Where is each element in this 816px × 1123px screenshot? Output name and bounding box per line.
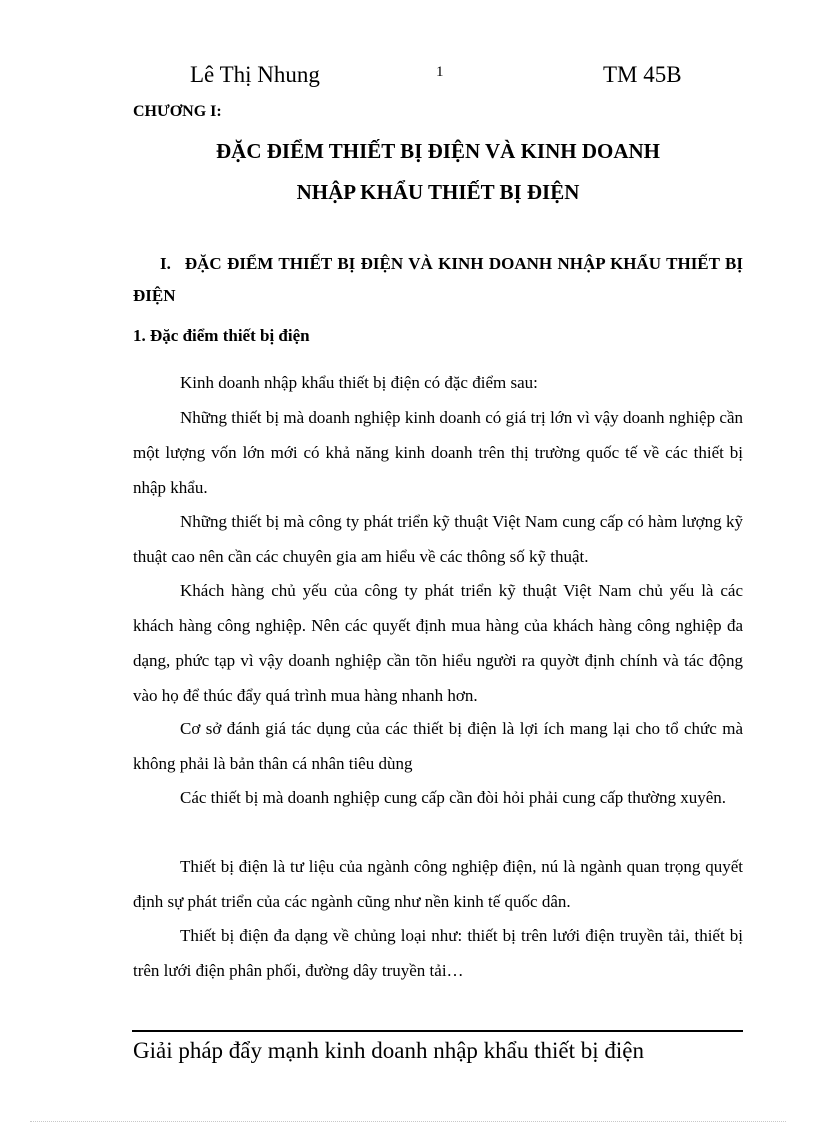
page-bottom-border — [30, 1121, 786, 1122]
chapter-label: CHƯƠNG I: — [133, 103, 222, 120]
section-heading — [133, 248, 743, 312]
chapter-title-line-1: ĐẶC ĐIỂM THIẾT BỊ ĐIỆN VÀ KINH DOANH — [216, 139, 660, 163]
paragraph-2: Những thiết bị mà doanh nghiệp kinh doanh có giá trị lớn vì vậy doanh nghiệp cần một lượng vốn lớn mới có khả năng kinh doanh trên thị trường quốc tế về các thiết bị nhập khẩu. — [133, 408, 743, 497]
header-class-code: TM 45B — [603, 62, 682, 87]
header-author: Lê Thị Nhung — [190, 62, 320, 87]
paragraph-3: Những thiết bị mà công ty phát triển kỹ thuật Việt Nam cung cấp có hàm lượng kỹ thuật cao nên cần các chuyên gia am hiểu về các thông số kỹ thuật. — [133, 512, 743, 566]
paragraph-5: Cơ sở đánh giá tác dụng của các thiết bị điện là lợi ích mang lại cho tổ chức mà không phải là bản thân cá nhân tiêu dùng — [133, 719, 743, 773]
paragraph-6: Các thiết bị mà doanh nghiệp cung cấp cần đòi hỏi phải cung cấp thường xuyên. — [180, 788, 727, 807]
section-numeral: I. — [160, 254, 171, 273]
subsection-heading: 1. Đặc điểm thiết bị điện — [133, 326, 310, 345]
paragraph-1: Kinh doanh nhập khẩu thiết bị điện có đặc điểm sau: — [180, 373, 538, 392]
paragraph-4: Khách hàng chủ yếu của công ty phát triển kỹ thuật Việt Nam chủ yếu là các khách hàng công nghiệp. Nên các quyết định mua hàng của khách hàng công nghiệp đa dạng, phức tạp vì vậy doanh nghiệp cần tõn hiểu người ra quyờt định chính và tác động vào họ để thúc đẩy quá trình mua hàng nhanh hơn. — [133, 581, 743, 705]
chapter-title-line-2: NHẬP KHẨU THIẾT BỊ ĐIỆN — [296, 180, 580, 204]
header-page-number: 1 — [436, 64, 444, 80]
footer-divider — [132, 1030, 743, 1032]
paragraph-7: Thiết bị điện là tư liệu của ngành công nghiệp điện, nú là ngành quan trọng quyết định sự phát triển của các ngành cũng như nền kinh tế quốc dân. — [133, 857, 743, 911]
paragraph-8: Thiết bị điện đa dạng về chủng loại như: thiết bị trên lưới điện truyền tải, thiết bị trên lưới điện phân phối, đường dây truyền tải… — [133, 926, 743, 980]
footer-title: Giải pháp đẩy mạnh kinh doanh nhập khẩu thiết bị điện — [133, 1038, 644, 1063]
section-heading-text: ĐẶC ĐIỂM THIẾT BỊ ĐIỆN VÀ KINH DOANH NHẬP KHẨU THIẾT BỊ ĐIỆN — [133, 254, 743, 305]
